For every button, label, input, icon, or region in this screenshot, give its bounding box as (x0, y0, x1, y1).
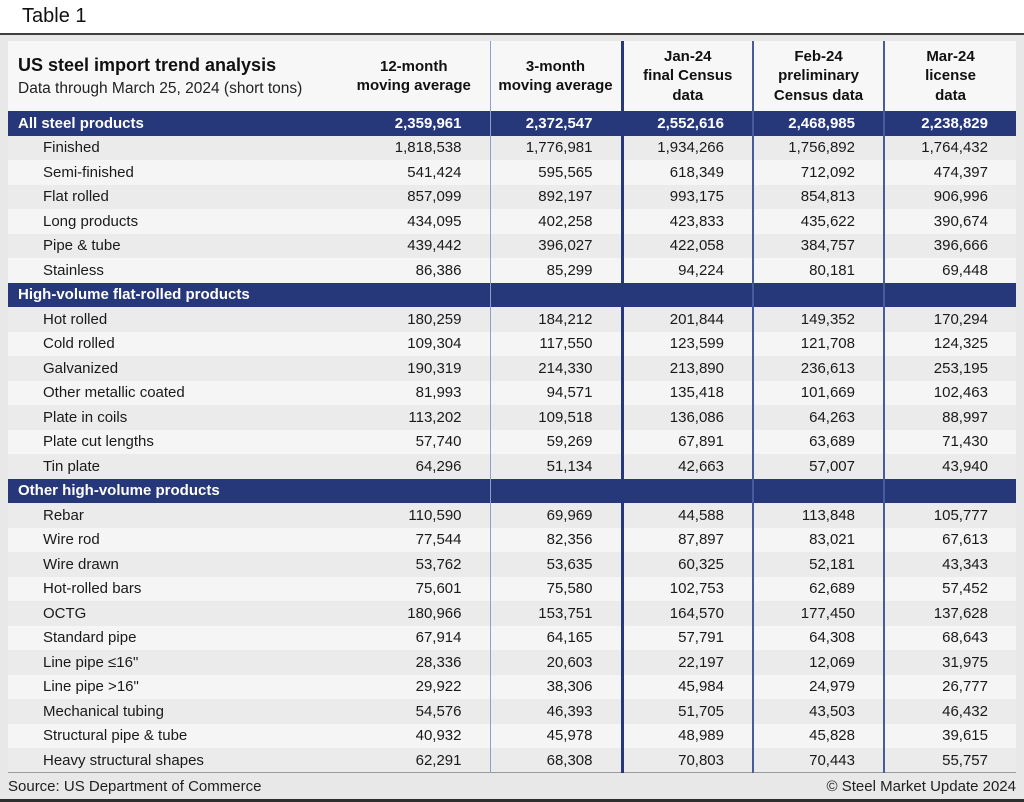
table-row (8, 136, 1016, 161)
cell-value: 64,296 (338, 454, 490, 479)
cell-value: 123,599 (622, 332, 753, 357)
cell-value: 48,989 (622, 724, 753, 749)
cell-value: 24,979 (753, 675, 884, 700)
cell-value: 75,580 (490, 577, 622, 602)
table-row (8, 724, 1016, 749)
table-row (8, 601, 1016, 626)
cell-value: 45,828 (753, 724, 884, 749)
cell-value: 113,848 (753, 503, 884, 528)
cell-value: 136,086 (622, 405, 753, 430)
section-value: 2,468,985 (753, 111, 884, 136)
cell-value: 63,689 (753, 430, 884, 455)
cell-value: 595,565 (490, 160, 622, 185)
cell-value: 423,833 (622, 209, 753, 234)
table-row (8, 234, 1016, 259)
section-value (338, 283, 490, 308)
table-row (8, 626, 1016, 651)
cell-value: 390,674 (933, 212, 988, 230)
row-label: Flat rolled (43, 188, 109, 206)
cell-value: 1,756,892 (753, 136, 884, 161)
cell-value: 94,571 (490, 381, 622, 406)
cell-value: 892,197 (490, 185, 622, 210)
cell-value: 88,997 (942, 408, 988, 426)
cell-value: 105,777 (933, 506, 988, 524)
row-label: Rebar (43, 506, 84, 524)
row-label: Line pipe >16" (43, 678, 139, 696)
cell-value: 46,432 (942, 702, 988, 720)
row-label: Cold rolled (43, 335, 115, 353)
cell-value: 137,628 (933, 604, 988, 622)
cell-value: 69,969 (490, 503, 622, 528)
table-row (8, 577, 1016, 602)
cell-value: 857,099 (338, 185, 490, 210)
table-row (8, 185, 1016, 210)
section-title: All steel products (18, 114, 144, 132)
cell-value: 101,669 (753, 381, 884, 406)
section-value: 2,359,961 (338, 111, 490, 136)
cell-value: 54,576 (338, 699, 490, 724)
row-label: Stainless (43, 261, 104, 279)
table-row (8, 699, 1016, 724)
row-label: Heavy structural shapes (43, 751, 204, 769)
cell-value: 153,751 (490, 601, 622, 626)
cell-value: 77,544 (338, 528, 490, 553)
cell-value: 1,764,432 (921, 139, 988, 157)
table-row (8, 748, 1016, 773)
column-header-m3: 3-month moving average (490, 41, 622, 111)
table-row (8, 258, 1016, 283)
cell-value: 83,021 (753, 528, 884, 553)
cell-value: 712,092 (753, 160, 884, 185)
cell-value: 53,762 (338, 552, 490, 577)
table-section (8, 111, 1016, 283)
table-title: US steel import trend analysis (18, 54, 277, 75)
cell-value: 102,753 (622, 577, 753, 602)
cell-value: 43,940 (942, 457, 988, 475)
cell-value: 121,708 (753, 332, 884, 357)
row-label: Hot-rolled bars (43, 580, 142, 598)
cell-value: 51,705 (622, 699, 753, 724)
cell-value: 53,635 (490, 552, 622, 577)
cell-value: 70,803 (622, 748, 753, 773)
cell-value: 55,757 (942, 751, 988, 769)
cell-value: 110,590 (338, 503, 490, 528)
cell-value: 80,181 (753, 258, 884, 283)
cell-value: 253,195 (933, 359, 988, 377)
column-header-row (8, 41, 1016, 111)
section-header-row (8, 111, 1016, 136)
cell-value: 170,294 (933, 310, 988, 328)
row-label: OCTG (43, 604, 87, 622)
cell-value: 57,452 (942, 580, 988, 598)
table-section (8, 283, 1016, 479)
table-row (8, 675, 1016, 700)
cell-value: 69,448 (942, 261, 988, 279)
row-label: Galvanized (43, 359, 119, 377)
cell-value: 149,352 (753, 307, 884, 332)
cell-value: 135,418 (622, 381, 753, 406)
cell-value: 109,518 (490, 405, 622, 430)
row-label: Wire drawn (43, 555, 119, 573)
section-value: 2,372,547 (490, 111, 622, 136)
section-header-row (8, 283, 1016, 308)
table-row (8, 209, 1016, 234)
section-value (753, 479, 884, 504)
cell-value: 68,643 (942, 629, 988, 647)
section-value: 2,238,829 (921, 114, 988, 132)
cell-value: 94,224 (622, 258, 753, 283)
cell-value: 85,299 (490, 258, 622, 283)
cell-value: 70,443 (753, 748, 884, 773)
row-label: Line pipe ≤16" (43, 653, 139, 671)
section-title: High-volume flat-rolled products (18, 286, 250, 304)
cell-value: 62,689 (753, 577, 884, 602)
section-value (338, 479, 490, 504)
cell-value: 60,325 (622, 552, 753, 577)
column-header-m12: 12-month moving average (338, 41, 490, 111)
cell-value: 52,181 (753, 552, 884, 577)
title-bar (0, 0, 1024, 33)
cell-value: 422,058 (622, 234, 753, 259)
row-label: Mechanical tubing (43, 702, 164, 720)
table-row (8, 503, 1016, 528)
row-label: Structural pipe & tube (43, 727, 188, 745)
row-label: Pipe & tube (43, 237, 121, 255)
cell-value: 102,463 (933, 384, 988, 402)
cell-value: 434,095 (338, 209, 490, 234)
cell-value: 82,356 (490, 528, 622, 553)
section-value (884, 479, 1016, 504)
cell-value: 28,336 (338, 650, 490, 675)
section-value (490, 283, 622, 308)
cell-value: 618,349 (622, 160, 753, 185)
table-row (8, 552, 1016, 577)
row-label: Semi-finished (43, 163, 134, 181)
table-row (8, 405, 1016, 430)
cell-value: 184,212 (490, 307, 622, 332)
cell-value: 29,922 (338, 675, 490, 700)
cell-value: 43,343 (942, 555, 988, 573)
cell-value: 906,996 (933, 188, 988, 206)
footer (0, 773, 1024, 799)
cell-value: 177,450 (753, 601, 884, 626)
section-value: 2,552,616 (622, 111, 753, 136)
section-value (884, 283, 1016, 308)
cell-value: 64,263 (753, 405, 884, 430)
cell-value: 109,304 (338, 332, 490, 357)
section-value (753, 283, 884, 308)
cell-value: 64,308 (753, 626, 884, 651)
cell-value: 86,386 (338, 258, 490, 283)
cell-value: 435,622 (753, 209, 884, 234)
cell-value: 39,615 (942, 727, 988, 745)
table-title-cell (8, 41, 338, 111)
cell-value: 51,134 (490, 454, 622, 479)
cell-value: 43,503 (753, 699, 884, 724)
cell-value: 1,818,538 (338, 136, 490, 161)
cell-value: 45,984 (622, 675, 753, 700)
cell-value: 396,666 (933, 237, 988, 255)
cell-value: 854,813 (753, 185, 884, 210)
row-label: Long products (43, 212, 139, 230)
cell-value: 113,202 (338, 405, 490, 430)
copyright-note: © Steel Market Update 2024 (826, 778, 1016, 795)
section-value (622, 479, 753, 504)
cell-value: 236,613 (753, 356, 884, 381)
cell-value: 45,978 (490, 724, 622, 749)
cell-value: 42,663 (622, 454, 753, 479)
cell-value: 44,588 (622, 503, 753, 528)
row-label: Standard pipe (43, 629, 137, 647)
column-header-jan: Jan-24 final Census data (622, 41, 753, 111)
table-section (8, 479, 1016, 773)
table-row (8, 650, 1016, 675)
cell-value: 541,424 (338, 160, 490, 185)
row-label: Plate in coils (43, 408, 128, 426)
cell-value: 22,197 (622, 650, 753, 675)
table-row (8, 356, 1016, 381)
cell-value: 164,570 (622, 601, 753, 626)
table-row (8, 528, 1016, 553)
cell-value: 117,550 (490, 332, 622, 357)
cell-value: 180,966 (338, 601, 490, 626)
cell-value: 201,844 (622, 307, 753, 332)
cell-value: 402,258 (490, 209, 622, 234)
row-label: Wire rod (43, 531, 100, 549)
cell-value: 40,932 (338, 724, 490, 749)
cell-value: 1,776,981 (490, 136, 622, 161)
table-panel (8, 41, 1016, 773)
steel-import-table (8, 41, 1016, 773)
table-row (8, 160, 1016, 185)
cell-value: 57,791 (622, 626, 753, 651)
cell-value: 67,613 (942, 531, 988, 549)
row-label: Plate cut lengths (43, 433, 154, 451)
cell-value: 59,269 (490, 430, 622, 455)
table-row (8, 307, 1016, 332)
table-subtitle: Data through March 25, 2024 (short tons) (18, 79, 303, 97)
section-header-row (8, 479, 1016, 504)
section-value (622, 283, 753, 308)
cell-value: 124,325 (933, 335, 988, 353)
cell-value: 214,330 (490, 356, 622, 381)
cell-value: 439,442 (338, 234, 490, 259)
cell-value: 75,601 (338, 577, 490, 602)
page-title: Table 1 (22, 5, 87, 27)
cell-value: 68,308 (490, 748, 622, 773)
cell-value: 384,757 (753, 234, 884, 259)
row-label: Finished (43, 139, 100, 157)
cell-value: 67,914 (338, 626, 490, 651)
row-label: Hot rolled (43, 310, 108, 328)
source-note: Source: US Department of Commerce (8, 778, 262, 795)
cell-value: 62,291 (338, 748, 490, 773)
cell-value: 20,603 (490, 650, 622, 675)
bottom-rule-divider (0, 799, 1024, 802)
cell-value: 81,993 (338, 381, 490, 406)
table-row (8, 381, 1016, 406)
cell-value: 46,393 (490, 699, 622, 724)
row-label: Other metallic coated (43, 384, 185, 402)
cell-value: 87,897 (622, 528, 753, 553)
cell-value: 26,777 (942, 678, 988, 696)
table-row (8, 430, 1016, 455)
cell-value: 180,259 (338, 307, 490, 332)
section-value (490, 479, 622, 504)
cell-value: 57,007 (753, 454, 884, 479)
cell-value: 38,306 (490, 675, 622, 700)
section-title: Other high-volume products (18, 482, 220, 500)
row-label: Tin plate (43, 457, 100, 475)
cell-value: 12,069 (753, 650, 884, 675)
cell-value: 71,430 (942, 433, 988, 451)
cell-value: 1,934,266 (622, 136, 753, 161)
cell-value: 213,890 (622, 356, 753, 381)
table-row (8, 454, 1016, 479)
cell-value: 57,740 (338, 430, 490, 455)
column-header-feb: Feb-24 preliminary Census data (753, 41, 884, 111)
cell-value: 396,027 (490, 234, 622, 259)
cell-value: 67,891 (622, 430, 753, 455)
cell-value: 64,165 (490, 626, 622, 651)
cell-value: 31,975 (942, 653, 988, 671)
cell-value: 993,175 (622, 185, 753, 210)
top-rule-divider (0, 33, 1024, 35)
cell-value: 474,397 (933, 163, 988, 181)
column-header-mar: Mar-24 license data (884, 41, 1016, 111)
cell-value: 190,319 (338, 356, 490, 381)
table-row (8, 332, 1016, 357)
